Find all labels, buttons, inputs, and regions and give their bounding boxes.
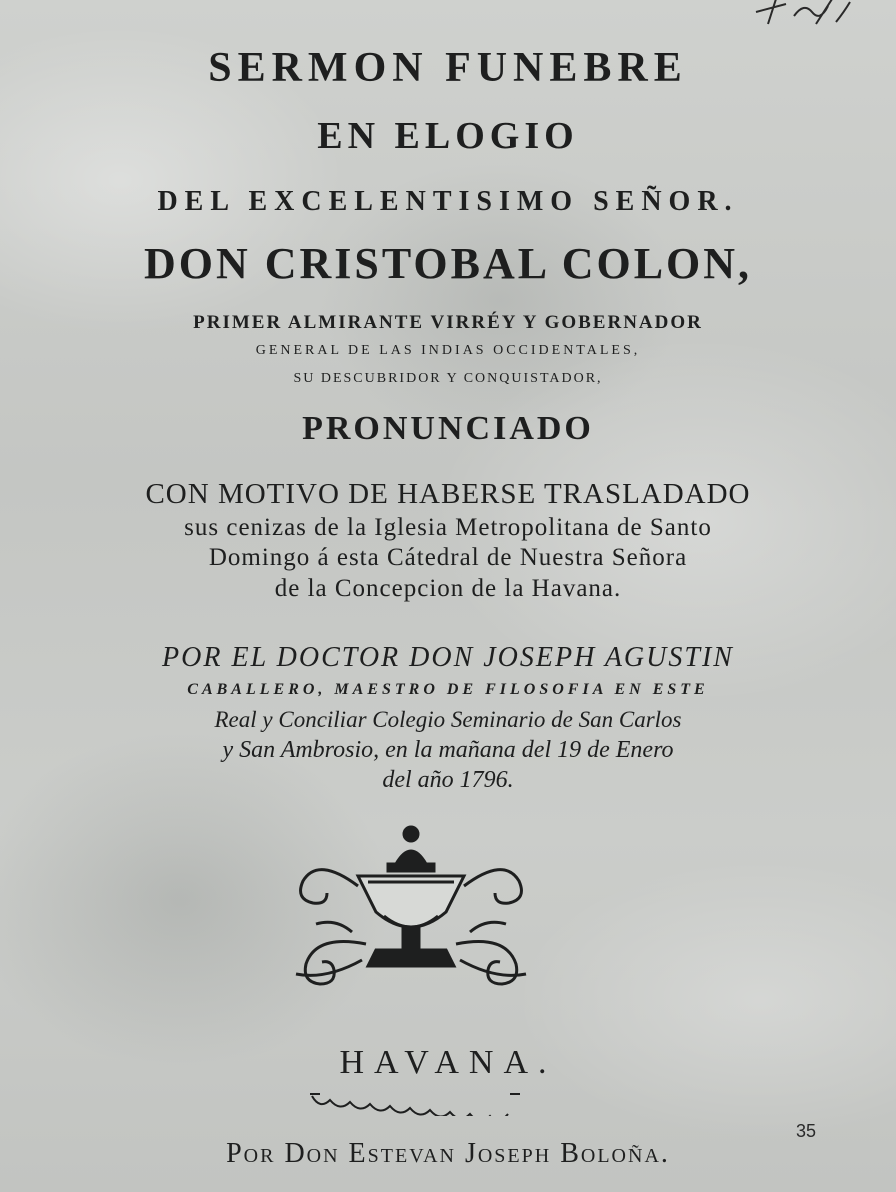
title: SERMON FUNEBRE — [208, 45, 688, 91]
occasion-line-4: de la Concepcion de la Havana. — [274, 575, 622, 602]
honoree-title-3: SU DESCUBRIDOR Y CONQUISTADOR, — [293, 371, 603, 386]
honoree-title-2: GENERAL DE LAS INDIAS OCCIDENTALES, — [255, 343, 641, 358]
author-title-2: Real y Conciliar Colegio Seminario de San Carlos — [214, 707, 682, 732]
pronounced-heading: PRONUNCIADO — [302, 410, 594, 447]
dedication-line: DEL EXCELENTISIMO SEÑOR. — [157, 186, 739, 217]
author-title-3: y San Ambrosio, en la mañana del 19 de Enero — [222, 737, 674, 763]
handwritten-mark-icon — [746, 0, 856, 34]
subtitle: EN ELOGIO — [317, 115, 579, 157]
occasion-line-2: sus cenizas de la Iglesia Metropolitana de Santo — [184, 514, 712, 541]
author-title-1: CABALLERO, MAESTRO DE FILOSOFIA EN ESTE — [187, 681, 709, 698]
decorative-rule-icon — [310, 1090, 520, 1116]
occasion-line-3: Domingo á esta Cátedral de Nuestra Señora — [208, 544, 688, 571]
page-number: 35 — [796, 1121, 817, 1141]
printer-line: Por Don Estevan Joseph Boloña. — [226, 1138, 670, 1169]
honoree-title-1: PRIMER ALMIRANTE VIRRÉY Y GOBERNADOR — [193, 312, 703, 333]
imprint-place: HAVANA. — [339, 1044, 557, 1081]
author-line: POR EL DOCTOR DON JOSEPH AGUSTIN — [162, 642, 734, 673]
occasion-line-1: CON MOTIVO DE HABERSE TRASLADADO — [145, 478, 751, 510]
honoree-name: DON CRISTOBAL COLON, — [143, 239, 753, 288]
urn-with-scrolls-ornament-icon — [276, 824, 546, 996]
date-line: del año 1796. — [382, 767, 514, 793]
